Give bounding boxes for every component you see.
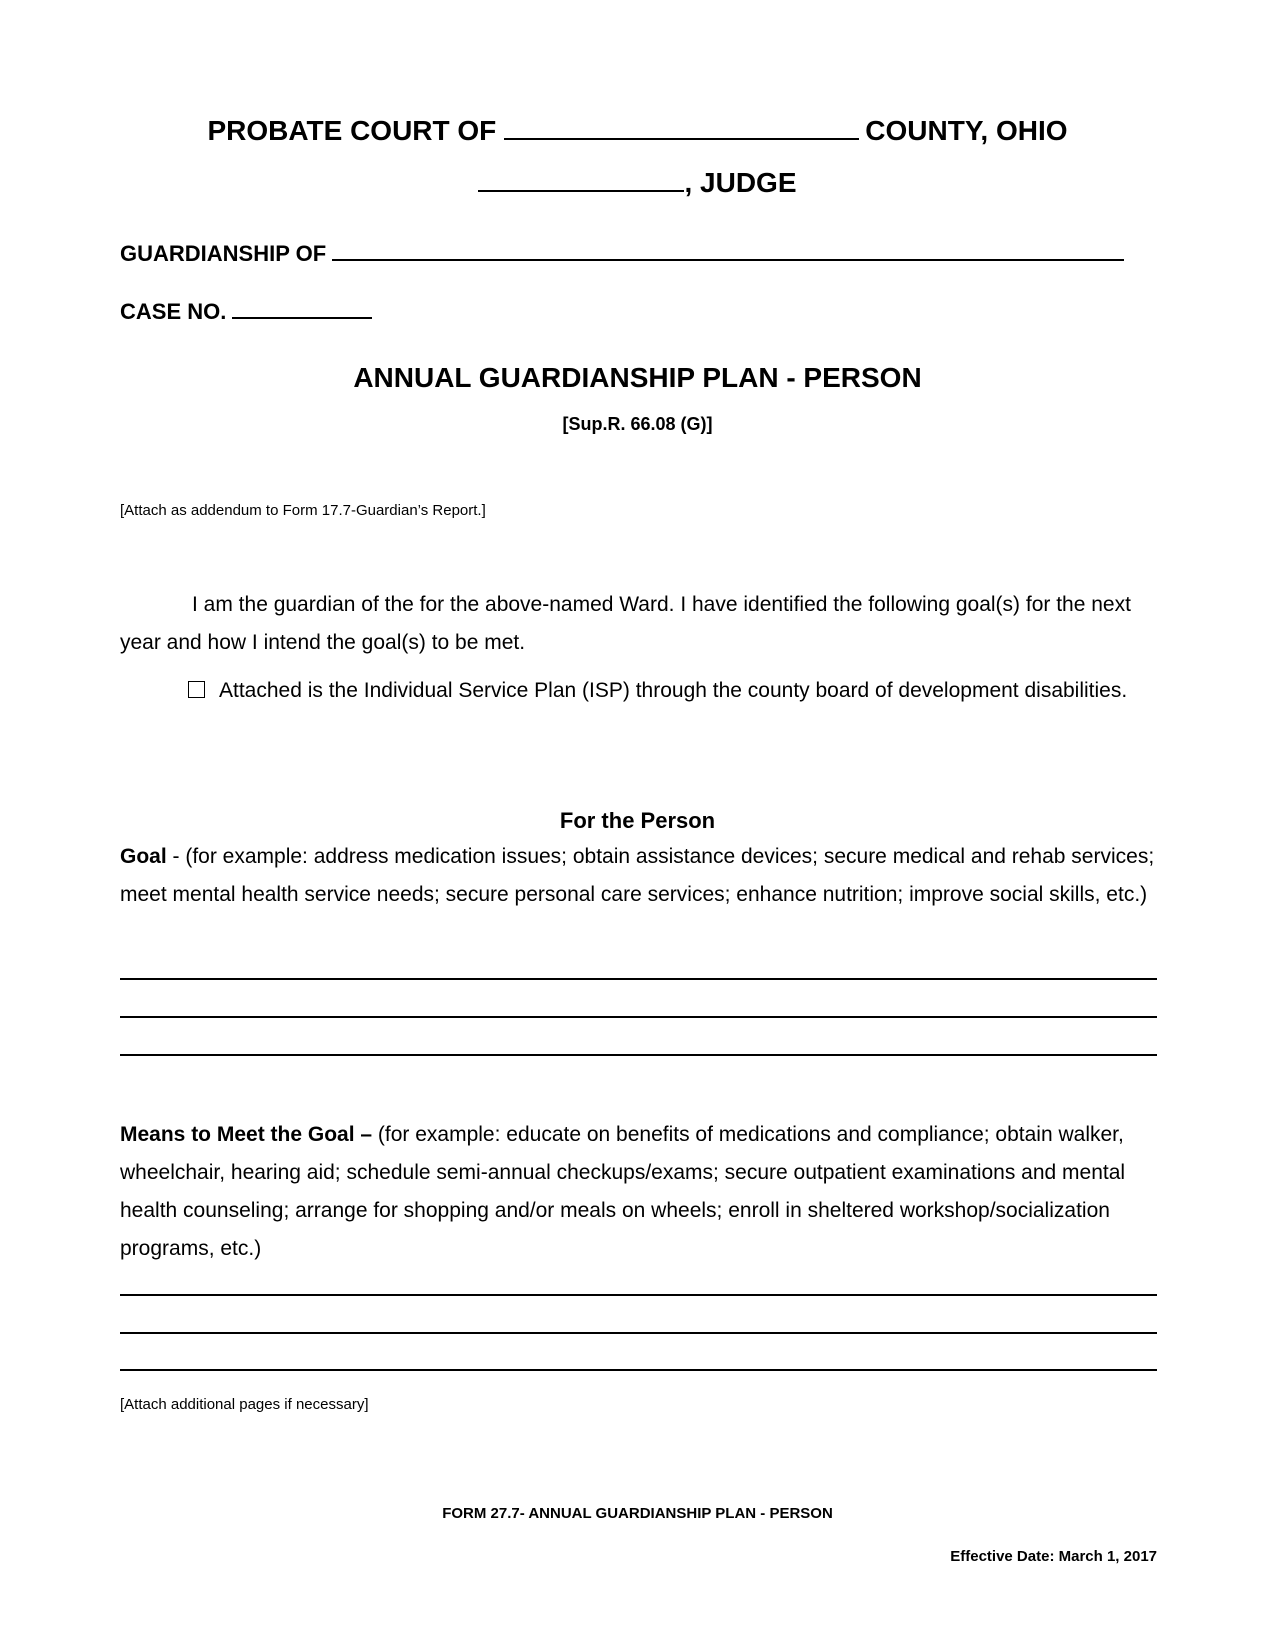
court-heading [0,114,1275,147]
means-description: (for example: educate on benefits of medications and compliance; obtain walker, wheelchair, hearing aid; schedule semi-annual checkups/exams; secure outpatient examinations and mental health counseling; arrange for shopping and/or meals on wheels; enroll in sheltered workshop/socialization programs, etc.) [120,1123,1126,1260]
additional-pages-note: [Attach additional pages if necessary] [120,1396,369,1413]
means-paragraph [120,1116,1160,1268]
court-suffix: COUNTY, OHIO [865,115,1068,146]
goal-description: - (for example: address medication issues; obtain assistance devices; secure medical and rehab services; meet mental health service needs; secure personal care services; enhance nutrition; improve social skills, etc.) [120,845,1155,906]
intro-text: I am the guardian of the for the above-named Ward. I have identified the following goal(s) for the next year and how I intend the goal(s) to be met. [120,593,1131,654]
judge-suffix: , JUDGE [684,167,797,198]
rule-reference: [Sup.R. 66.08 (G)] [562,414,713,434]
goal-paragraph [120,838,1160,914]
judge-name-field[interactable] [478,166,684,192]
isp-checkbox[interactable] [188,681,205,698]
guardianship-of-row [120,235,1124,267]
goal-answer-line-3[interactable] [120,1054,1157,1056]
ward-name-field[interactable] [332,235,1124,261]
isp-option [120,677,1160,704]
means-label: Means to Meet the Goal – [120,1123,373,1146]
guardianship-label: GUARDIANSHIP OF [120,241,327,266]
case-number-field[interactable] [232,293,372,319]
attach-note: [Attach as addendum to Form 17.7-Guardian’s Report.] [120,502,486,519]
isp-label: Attached is the Individual Service Plan (ISP) through the county board of development disabilities. [219,679,1128,702]
goal-label: Goal [120,845,167,868]
goal-answer-line-1[interactable] [120,978,1157,980]
case-number-row [120,293,372,325]
form-title: ANNUAL GUARDIANSHIP PLAN - PERSON [353,362,922,393]
intro-paragraph [120,586,1160,662]
county-name-field[interactable] [504,114,859,140]
judge-heading [0,166,1275,199]
section-heading: For the Person [559,808,716,833]
effective-date: Effective Date: March 1, 2017 [950,1548,1157,1565]
means-answer-line-2[interactable] [120,1332,1157,1334]
means-answer-line-1[interactable] [120,1294,1157,1296]
case-number-label: CASE NO. [120,299,227,324]
goal-answer-line-2[interactable] [120,1016,1157,1018]
court-prefix: PROBATE COURT OF [207,115,497,146]
form-footer: FORM 27.7- ANNUAL GUARDIANSHIP PLAN - PERSON [442,1505,833,1522]
means-answer-line-3[interactable] [120,1369,1157,1371]
